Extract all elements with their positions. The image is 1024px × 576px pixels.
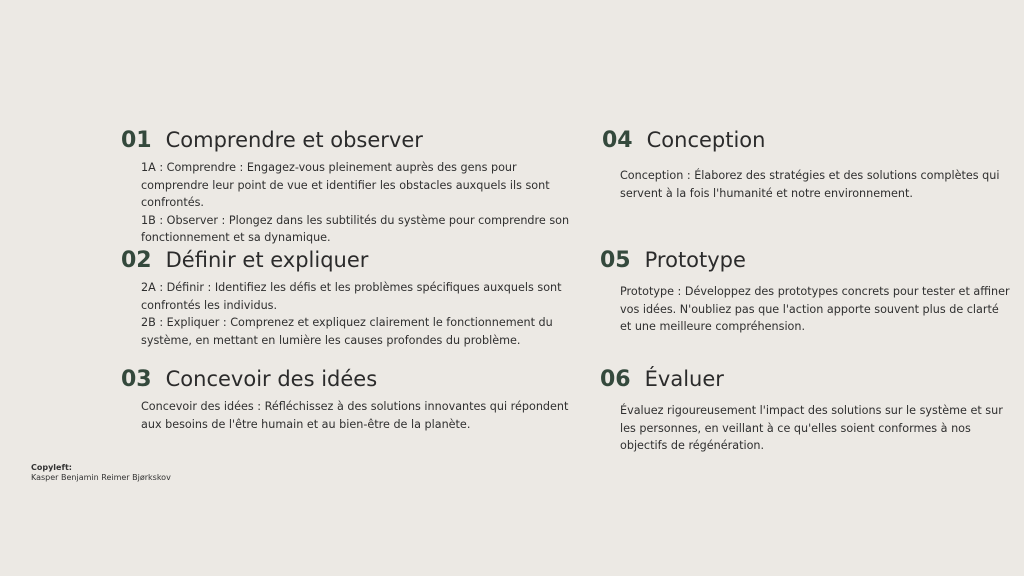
step-06 — [600, 367, 1010, 455]
step-paragraph: Prototype : Développez des prototypes concrets pour tester et affiner vos idées. N'oubliez pas que l'action apporte souvent plus de clarté et une meilleure compréhension. — [620, 285, 1010, 333]
credit-name: Kasper Benjamin Reimer Bjørkskov — [31, 473, 171, 482]
step-03 — [121, 367, 581, 433]
step-05 — [600, 248, 1010, 336]
step-title: Prototype — [644, 248, 746, 272]
step-number: 05 — [600, 248, 631, 273]
step-01 — [121, 128, 581, 247]
step-title: Comprendre et observer — [165, 128, 423, 152]
step-paragraph: 2A : Définir : Identifiez les défis et les problèmes spécifiques auxquels sont confrontés les individus. — [141, 281, 562, 312]
copyleft-credit — [31, 463, 171, 483]
step-title: Évaluer — [644, 367, 724, 391]
step-04 — [602, 128, 1012, 202]
step-title: Définir et expliquer — [165, 248, 369, 272]
step-paragraph: 1A : Comprendre : Engagez-vous pleinement auprès des gens pour comprendre leur point de vue et identifier les obstacles auxquels ils sont confrontés. — [141, 161, 550, 209]
step-number: 03 — [121, 367, 152, 392]
step-paragraph: 1B : Observer : Plongez dans les subtilités du système pour comprendre son fonctionnement et sa dynamique. — [141, 213, 570, 244]
step-paragraph: Concevoir des idées : Réfléchissez à des solutions innovantes qui répondent aux besoins de l'être humain et au bien-être de la planète. — [141, 400, 569, 431]
step-paragraph: 2B : Expliquer : Comprenez et expliquez clairement le fonctionnement du système, en mettant en lumière les causes profondes du problème. — [141, 316, 553, 347]
step-title: Concevoir des idées — [165, 367, 378, 391]
step-number: 04 — [602, 128, 633, 153]
credit-label: Copyleft: — [31, 463, 72, 472]
step-paragraph: Évaluez rigoureusement l'impact des solutions sur le système et sur les personnes, en veillant à ce qu'elles soient conformes à nos objectifs de régénération. — [620, 404, 1003, 452]
step-02 — [121, 248, 581, 349]
step-number: 01 — [121, 128, 152, 153]
step-paragraph: Conception : Élaborez des stratégies et des solutions complètes qui servent à la fois l'humanité et notre environnement. — [620, 169, 1000, 200]
step-number: 06 — [600, 367, 631, 392]
step-title: Conception — [646, 128, 766, 152]
step-number: 02 — [121, 248, 152, 273]
